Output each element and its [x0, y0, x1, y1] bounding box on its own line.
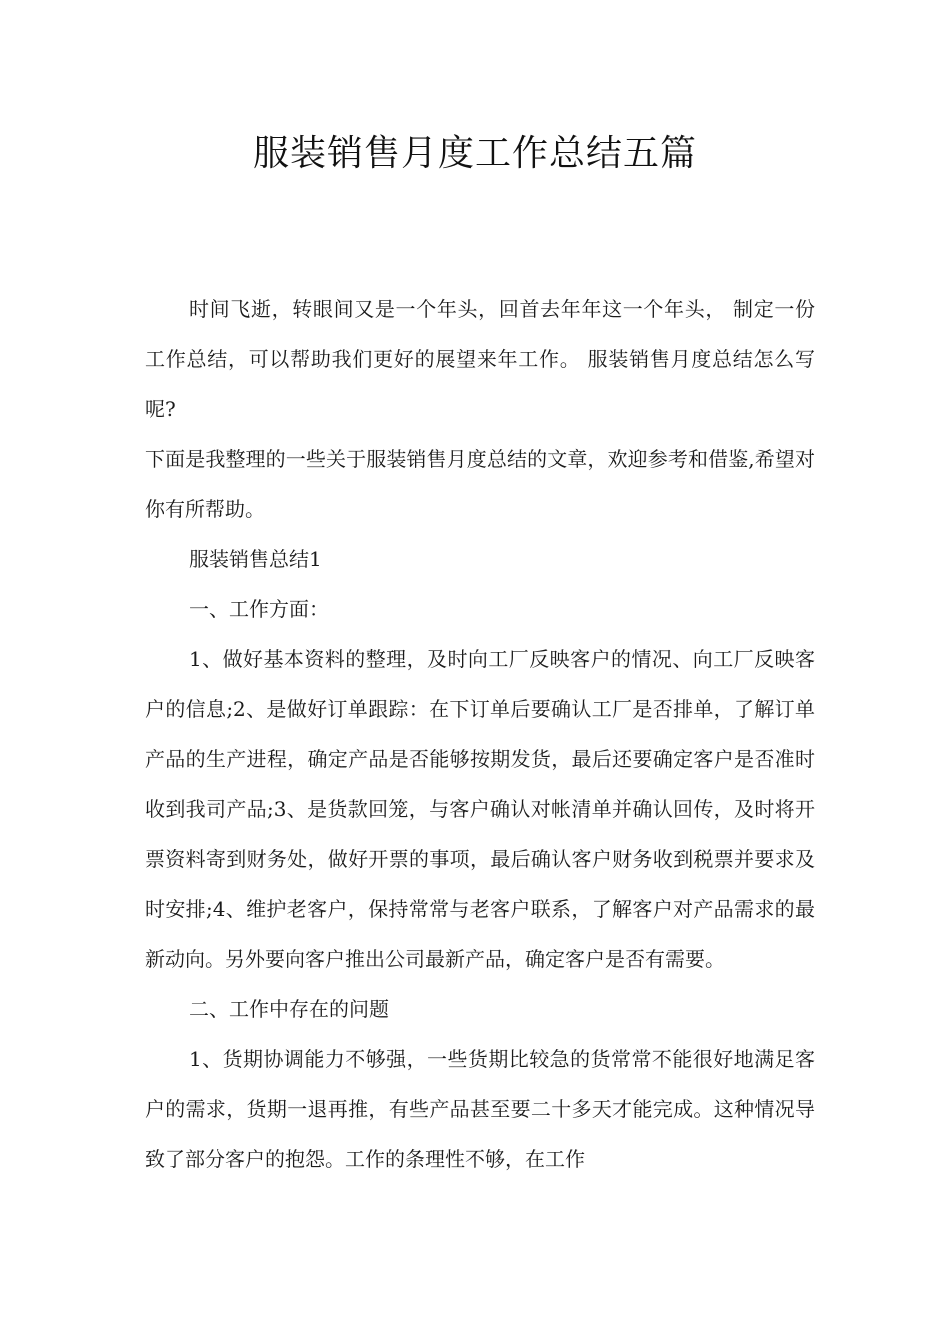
paragraph-problems: 1、货期协调能力不够强，一些货期比较急的货常常不能很好地满足客户的需求，货期一退再推，有些产品甚至要二十多天才能完成。这种情况导致了部分客户的抱怨。工作的条理性不够，在工作	[145, 1047, 815, 1171]
paragraph-work-details: 1、做好基本资料的整理，及时向工厂反映客户的情况、向工厂反映客户的信息;2、是做好订单跟踪：在下订单后要确认工厂是否排单，了解订单产品的生产进程，确定产品是否能够按期发货，最后还要确定客户是否准时收到我司产品;3、是货款回笼，与客户确认对帐清单并确认回传，及时将开票资料寄到财务处，做好开票的事项，最后确认客户财务收到税票并要求及时安排;4、维护老客户，保持常常与老客户联系，了解客户对产品需求的最新动向。另外要向客户推出公司最新产品，确定客户是否有需要。	[145, 647, 815, 971]
paragraph-preface: 下面是我整理的一些关于服装销售月度总结的文章，欢迎参考和借鉴,希望对你有所帮助。	[145, 447, 815, 521]
document-body	[145, 284, 815, 1184]
document-title: 服装销售月度工作总结五篇	[252, 133, 697, 174]
section-heading-summary-1: 服装销售总结1	[189, 547, 322, 571]
paragraph-intro: 时间飞逝，转眼间又是一个年头，回首去年年这一个年头， 制定一份工作总结，可以帮助我们更好的展望来年工作。 服装销售月度总结怎么写呢?	[145, 297, 815, 421]
section-heading-problems: 二、工作中存在的问题	[189, 997, 389, 1021]
section-heading-work: 一、工作方面：	[189, 597, 329, 621]
